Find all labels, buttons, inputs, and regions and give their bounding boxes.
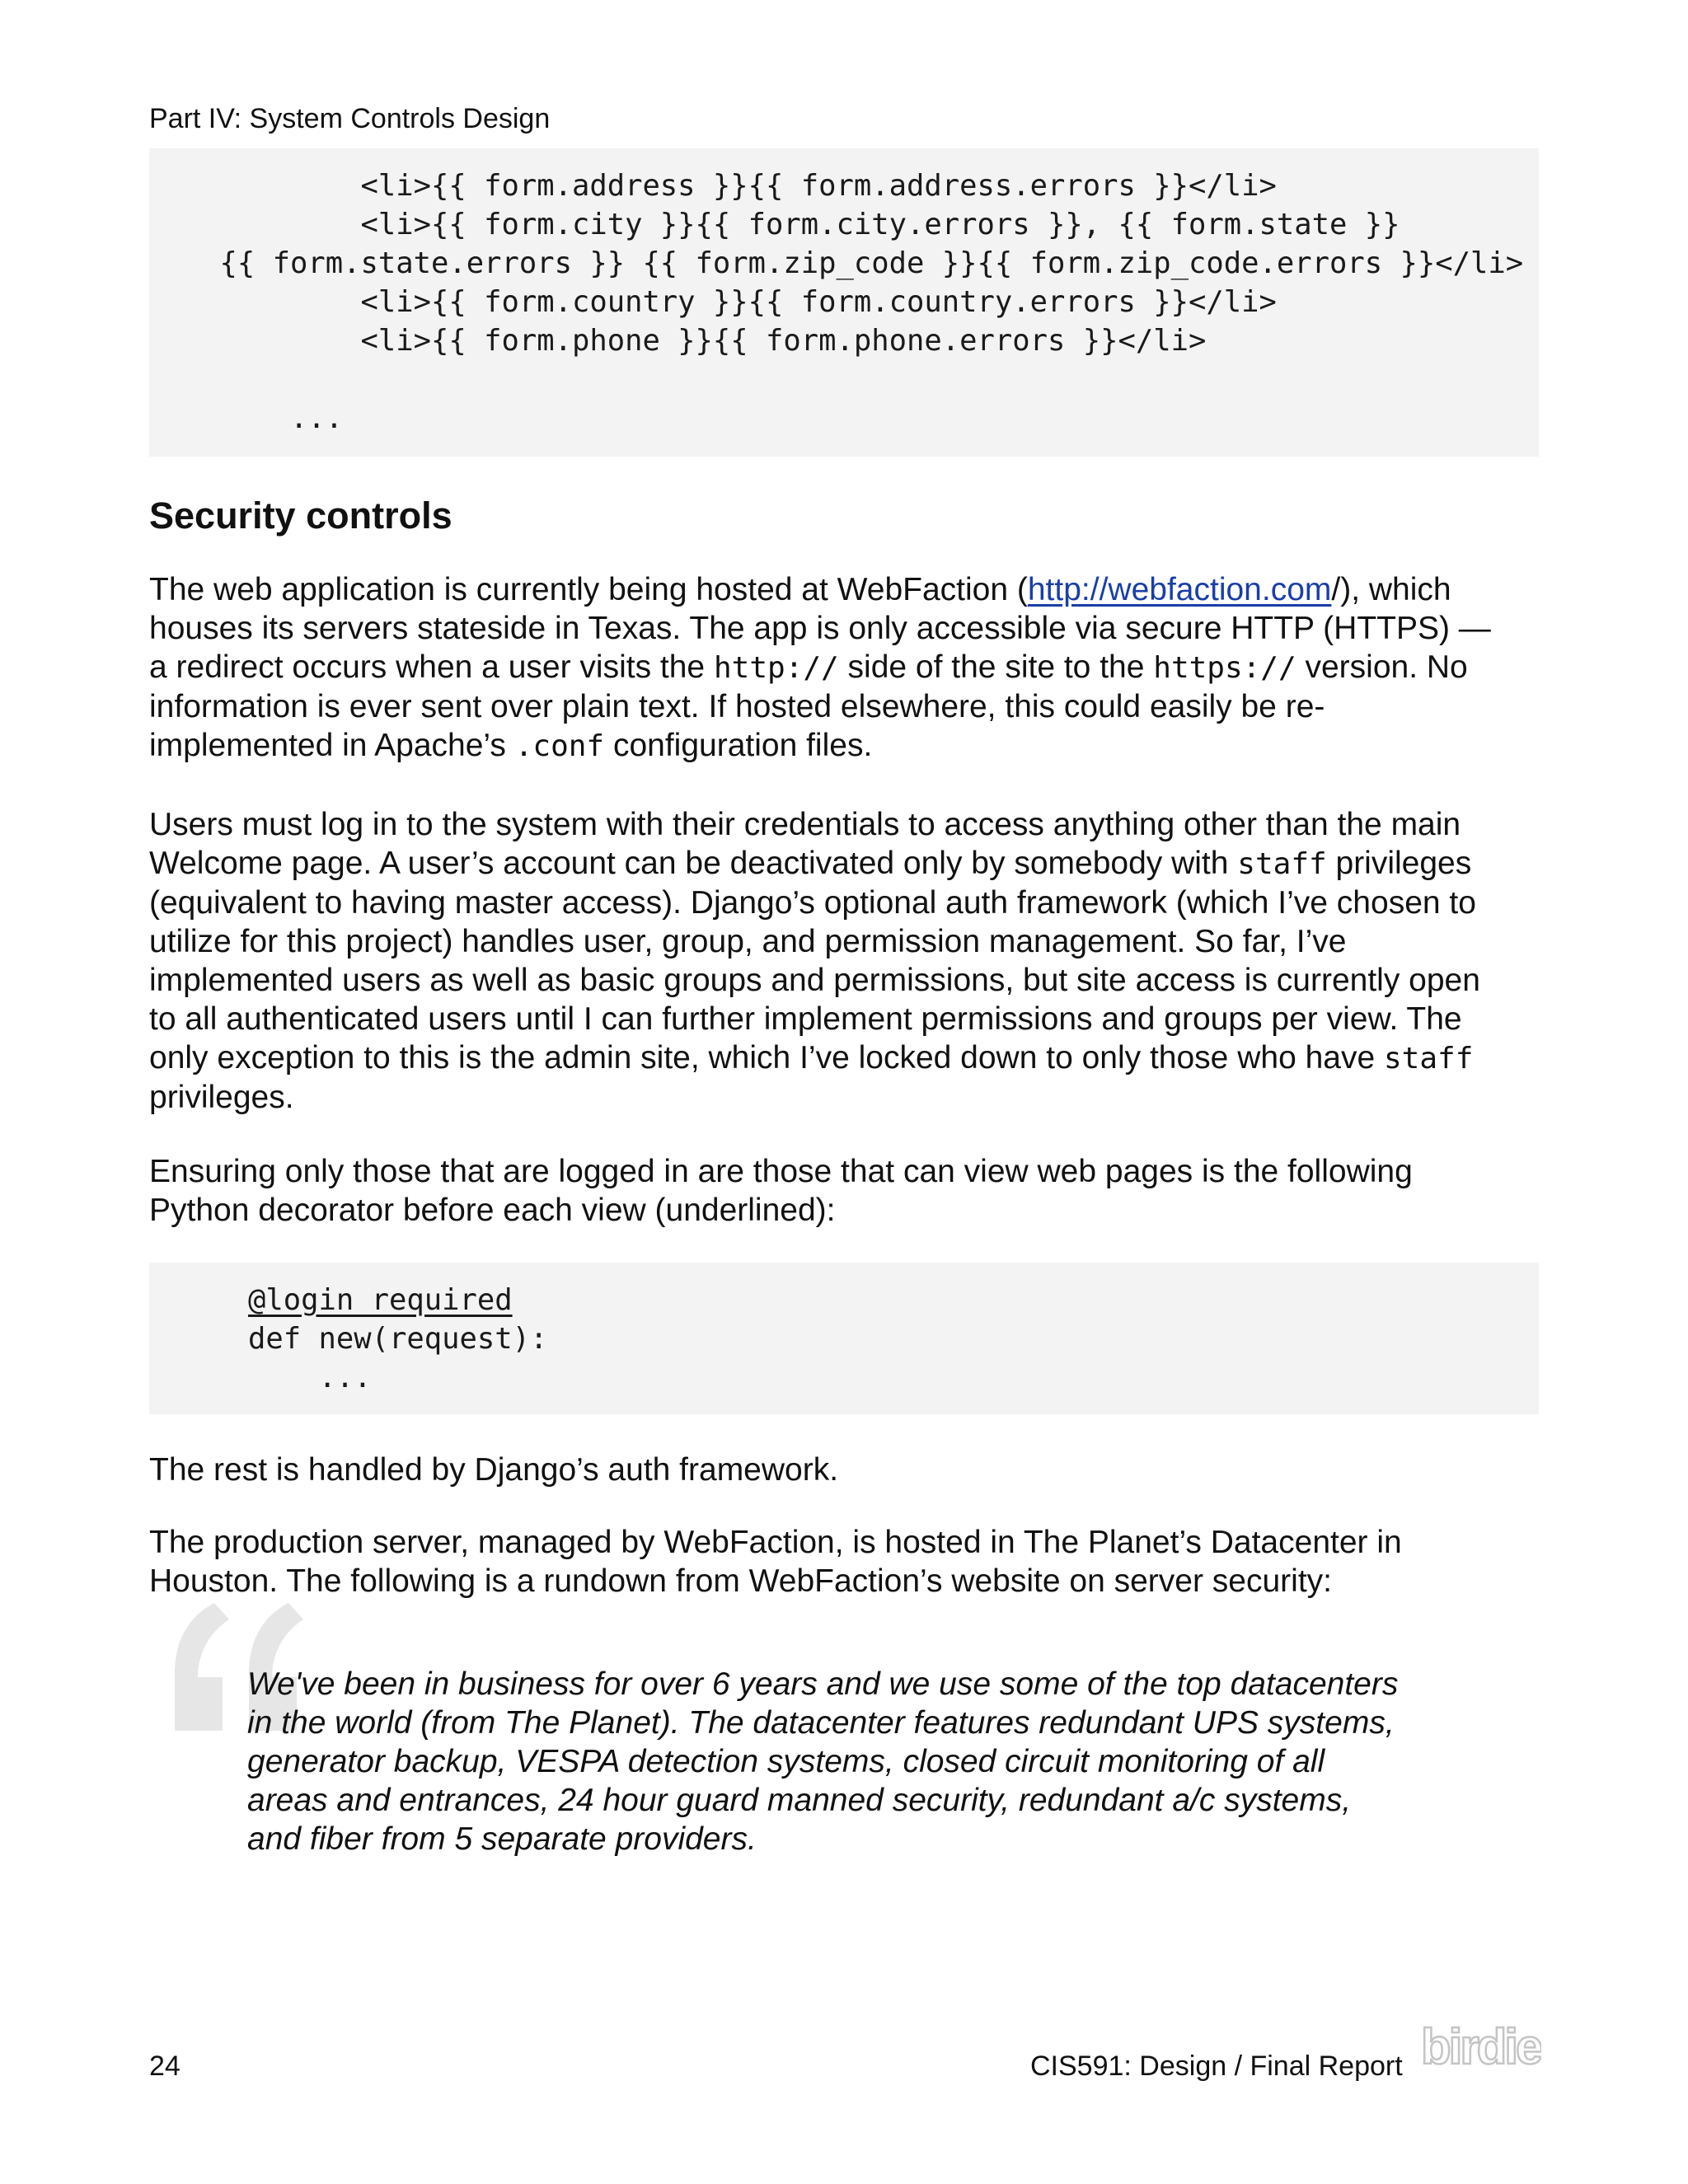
paragraph-line: Users must log in to the system with their credentials to access anything other than the main <box>149 807 1461 842</box>
code-block-decorator <box>149 1263 1539 1414</box>
paragraph-line: The production server, managed by WebFaction, is hosted in The Planet’s Datacenter in <box>149 1525 1402 1560</box>
section-heading: Security controls <box>149 494 452 537</box>
code-line-decorator: @login_required <box>248 1283 513 1317</box>
code-line: ... <box>149 401 344 435</box>
code-line: <li>{{ form.city }}{{ form.city.errors }}, {{ form.state }} <box>149 208 1400 241</box>
paragraph-line: a redirect occurs when a user visits the http:// side of the site to the https:// version. No <box>149 649 1468 685</box>
paragraph-line: (equivalent to having master access). Django’s optional auth framework (which I’ve chosen to <box>149 885 1476 921</box>
paragraph-line: information is ever sent over plain text. If hosted elsewhere, this could easily be re- <box>149 689 1325 724</box>
code-line: ... <box>248 1361 372 1394</box>
svg-text:birdie: birdie <box>1421 2019 1541 2074</box>
paragraph-line: Python decorator before each view (underlined): <box>149 1193 836 1228</box>
quote-line: and fiber from 5 separate providers. <box>247 1821 757 1857</box>
inline-code: .conf <box>514 729 605 763</box>
paragraph-line: Houston. The following is a rundown from WebFaction’s website on server security: <box>149 1563 1333 1599</box>
paragraph-production <box>149 1523 1550 1601</box>
code-line: <li>{{ form.phone }}{{ form.phone.errors }}</li> <box>149 324 1207 358</box>
inline-code: staff <box>1384 1042 1474 1076</box>
paragraph-line: implemented in Apache’s .conf configuration files. <box>149 728 873 763</box>
inline-code: staff <box>1237 847 1327 881</box>
page-number: 24 <box>149 2050 181 2082</box>
paragraph-line: utilize for this project) handles user, group, and permission management. So far, I’ve <box>149 924 1347 959</box>
quote-line: in the world (from The Planet). The datacenter features redundant UPS systems, <box>247 1705 1395 1741</box>
paragraph-rest: The rest is handled by Django’s auth framework. <box>149 1452 839 1488</box>
paragraph-line: privileges. <box>149 1080 294 1115</box>
code-line: def new(request): <box>248 1322 548 1356</box>
inline-code: http:// <box>713 651 839 685</box>
birdie-logo <box>1418 2018 1541 2075</box>
running-head: Part IV: System Controls Design <box>149 103 551 134</box>
footer-title: CIS591: Design / Final Report <box>1030 2050 1403 2082</box>
paragraph-line: Ensuring only those that are logged in are those that can view web pages is the following <box>149 1154 1413 1189</box>
paragraph-line: houses its servers stateside in Texas. The app is only accessible via secure HTTP (HTTPS) — <box>149 611 1491 646</box>
code-line: <li>{{ form.country }}{{ form.country.errors }}</li> <box>149 285 1277 319</box>
paragraph-decorator-intro <box>149 1152 1550 1230</box>
paragraph-line: only exception to this is the admin site, which I’ve locked down to only those who have staff <box>149 1040 1474 1076</box>
paragraph-line: The web application is currently being hosted at WebFaction (http://webfaction.com/), which <box>149 572 1451 607</box>
quote-line: areas and entrances, 24 hour guard manned security, redundant a/c systems, <box>247 1783 1352 1818</box>
code-line: <li>{{ form.address }}{{ form.address.errors }}</li> <box>149 169 1277 203</box>
quote-line: We've been in business for over 6 years and we use some of the top datacenters <box>247 1666 1399 1702</box>
paragraph-line: Welcome page. A user’s account can be deactivated only by somebody with staff privileges <box>149 846 1472 881</box>
paragraph-line: implemented users as well as basic groups and permissions, but site access is currently open <box>149 963 1480 998</box>
paragraph-line: to all authenticated users until I can further implement permissions and groups per view. The <box>149 1001 1462 1037</box>
inline-code: https:// <box>1153 651 1296 685</box>
blockquote <box>247 1665 1398 1858</box>
webfaction-link[interactable]: http://webfaction.com <box>1027 572 1332 607</box>
paragraph-hosting <box>149 570 1550 766</box>
code-block-form-fields <box>149 148 1539 457</box>
quote-line: generator backup, VESPA detection systems, closed circuit monitoring of all <box>247 1744 1325 1779</box>
paragraph-auth <box>149 805 1550 1117</box>
code-line: {{ form.state.errors }} {{ form.zip_code }}{{ form.zip_code.errors }}</li> <box>149 246 1524 280</box>
